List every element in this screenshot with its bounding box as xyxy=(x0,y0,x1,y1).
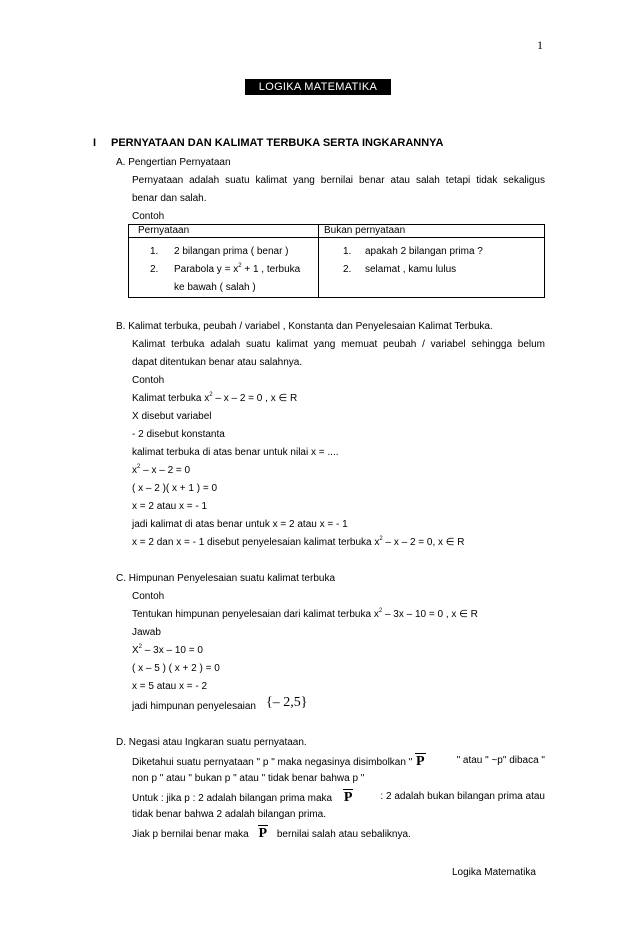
subsection-b-paragraph-line1: Kalimat terbuka adalah suatu kalimat yang memuat peubah / variabel sehingga belum xyxy=(132,339,545,350)
subsection-a-paragraph-line2: benar dan salah. xyxy=(132,193,207,204)
subsection-a-paragraph-line1: Pernyataan adalah suatu kalimat yang bernilai benar atau salah tetapi tidak sekaligus xyxy=(132,175,545,186)
conclusion-line: jadi kalimat di atas benar untuk x = 2 atau x = - 1 xyxy=(132,519,348,530)
example-table xyxy=(128,224,545,298)
question-line: Tentukan himpunan penyelesaian dari kalimat terbuka $x^2 - 3x - 10 = 0$ , x ∈ R xyxy=(132,608,478,620)
table-cell-continuation: ke bawah ( salah ) xyxy=(174,282,256,293)
subsection-d-heading: D. Negasi atau Ingkaran suatu pernyataan. xyxy=(116,737,307,748)
solution-set-label: jadi himpunan penyelesaian xyxy=(132,701,256,712)
negation-example-line2: tidak benar bahwa 2 adalah bilangan prima. xyxy=(132,809,327,820)
table-cell: Parabola $y = x^2 + 1$ , terbuka xyxy=(174,263,301,275)
solution-line: x = 2 dan x = - 1 disebut penyelesaian kalimat terbuka $x^2 - x - 2 = 0$, x ∈ R xyxy=(132,536,465,548)
open-sentence-example: Kalimat terbuka $x^2 - x - 2 = 0$ , x ∈ R xyxy=(132,392,298,404)
negation-definition-line2: non p " atau " bukan p " atau " tidak benar bahwa p " xyxy=(132,773,365,784)
table-row-number: 1. xyxy=(343,246,352,257)
document-title: LOGIKA MATEMATIKA xyxy=(245,79,391,95)
truth-question: kalimat terbuka di atas benar untuk nilai x = .... xyxy=(132,447,339,458)
table-header-bukan-pernyataan: Bukan pernyataan xyxy=(324,225,406,236)
equation-line: $X^2 - 3x - 10 = 0$ xyxy=(132,644,203,656)
equation-line: ( x – 5 ) ( x + 2 ) = 0 xyxy=(132,663,220,674)
table-row-number: 1. xyxy=(150,246,159,257)
negation-symbol: P xyxy=(258,826,268,841)
equation-line: x = 2 atau x = - 1 xyxy=(132,501,208,512)
section-number: I xyxy=(93,137,97,149)
subsection-b-heading: B. Kalimat terbuka, peubah / variabel , Konstanta dan Penyelesaian Kalimat Terbuka. xyxy=(116,321,493,332)
table-cell: apakah 2 bilangan prima ? xyxy=(365,246,483,257)
constant-note: - 2 disebut konstanta xyxy=(132,429,225,440)
page-number: 1 xyxy=(537,38,543,52)
table-cell: selamat , kamu lulus xyxy=(365,264,457,275)
negation-example-line1: Untuk : jika p : 2 adalah bilangan prima maka P : 2 adalah bukan bilangan prima atau xyxy=(132,790,545,805)
subsection-b-contoh: Contoh xyxy=(132,375,165,386)
table-cell: 2 bilangan prima ( benar ) xyxy=(174,246,289,257)
table-row-number: 2. xyxy=(150,264,159,275)
equation-line: ( x – 2 )( x + 1 ) = 0 xyxy=(132,483,218,494)
solution-set: {– 2,5} xyxy=(266,695,308,710)
negation-truth-line: Jiak p bernilai benar maka P bernilai salah atau sebaliknya. xyxy=(132,826,411,841)
equation-line: x = 5 atau x = - 2 xyxy=(132,681,208,692)
section-title: PERNYATAAN DAN KALIMAT TERBUKA SERTA INGKARANNYA xyxy=(111,137,444,149)
table-header-pernyataan: Pernyataan xyxy=(138,225,190,236)
subsection-a-contoh: Contoh xyxy=(132,211,165,222)
negation-definition-line1: Diketahui suatu pernyataan " p " maka negasinya disimbolkan " P " atau " ~p" dibaca " xyxy=(132,754,545,769)
subsection-c-heading: C. Himpunan Penyelesaian suatu kalimat terbuka xyxy=(116,573,336,584)
answer-label: Jawab xyxy=(132,627,161,638)
equation-line: $x^2 - x - 2 = 0$ xyxy=(132,464,191,476)
table-row-number: 2. xyxy=(343,264,352,275)
subsection-a-heading: A. Pengertian Pernyataan xyxy=(116,157,231,168)
negation-symbol: P xyxy=(343,790,353,805)
page-footer: Logika Matematika xyxy=(452,867,536,878)
variable-note: X disebut variabel xyxy=(132,411,212,422)
negation-symbol: P xyxy=(416,754,425,769)
subsection-b-paragraph-line2: dapat ditentukan benar atau salahnya. xyxy=(132,357,303,368)
subsection-c-contoh: Contoh xyxy=(132,591,165,602)
